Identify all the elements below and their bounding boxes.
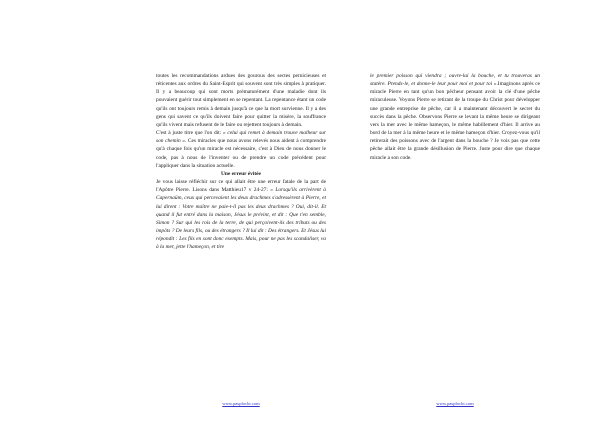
paragraph	[156, 129, 326, 170]
quote-text: « Lorsqu'ils arrivèrent à Capernaüm, ceux qui percevaient les deux drachmes s'adressèrent à Pierre, et lui dirent : Votre maître ne paie-t-il pas les deux drachmes ? Oui, dit-il. Et quand il fut entré dans la maison, Jésus le prévint, et dit : Que t'en semble, Simon ? Sur qui les rois de la terre, de qui perçoivent-ils des tributs ou des impôts ? De leurs fils, ou des étrangers ? Il lui dit : Des étrangers. Et Jésus lui répondit : Les fils en sont donc exempts. Mais, pour ne pas les scandaliser, va à la mer, jette l'hameçon, et tire	[156, 187, 326, 251]
paragraph-text: toutes les recommandations ardues des gourous des sectes pernicieuses et réticentes aux ordres du Saint-Esprit qui souvent sont très simples à pratiquer. Il y a beaucoup qui sont morts prématurément d'une maladie dont ils pouvaient guérir tout simplement en se repentant. La repentance étant un code qu'ils ont toujours remis à demain jusqu'à ce que la mort survienne. Il y a des gens qui savent ce qu'ils doivent faire pour quitter la misère, la souffrance qu'ils vivent mais refusent de le faire ou rejettent toujours à demain.	[156, 73, 326, 128]
footer-link-left[interactable]: www.pasplochi.com	[222, 401, 260, 406]
quote-text: le premier poisson qui viendra ; ouvre-lui la bouche, et tu trouveras un statère. Prends-le, et donne-le leur pour moi et pour toi »	[370, 73, 540, 88]
paragraph-text: Ces miracles que nous avons relevés nous aident à comprendre qu'à chaque fois qu'un miracle est nécessaire, c'est à Dieu de nous donner le code, pas à nous de l'inventer ou de prendre un code précédent pour l'appliquer dans la situation actuelle.	[156, 138, 326, 169]
left-page	[156, 72, 326, 251]
right-page	[370, 72, 540, 162]
paragraph-text: C'est à juste titre que l'on dit:	[156, 130, 223, 137]
paragraph	[370, 72, 540, 162]
paragraph	[156, 72, 326, 129]
section-heading: Une erreur évitée	[221, 170, 261, 177]
paragraph-text: .Imaginons après ce miracle Pierre en tant qu'un bon pêcheur pensant avoir la clé d'une pêche miraculeuse. Voyons Pierre se retirant de la troupe du Christ pour développer une grande entreprise de pêche, car il a maintenant découvert le secret du succès dans la pêche. Observons Pierre se levant la même heure se dirigeant vers la mer avec le même hameçon, le même habillement d'hier. Il arrive au bord de la mer à la même heure et le même hameçon d'hier. Croyez-vous qu'il retirerait des poissons avec de l'argent dans la bouche ? Je vois pas que cette pêche allait être la grande désillusion de Pierre. Juste pour dire que chaque miracle a son code.	[370, 81, 540, 161]
paragraph-text: Je vous laisse réfléchir sur ce qui allait être une erreur fatale de la part de l'Apôtre Pierre. Lisons dans Matthieu17 v 24-27:	[156, 179, 326, 194]
quote-text: « celui qui remet à demain trouve malheur sur son chemin ».	[156, 130, 326, 145]
paragraph	[156, 178, 326, 251]
footer-link-right[interactable]: www.pasplochi.com	[436, 401, 474, 406]
